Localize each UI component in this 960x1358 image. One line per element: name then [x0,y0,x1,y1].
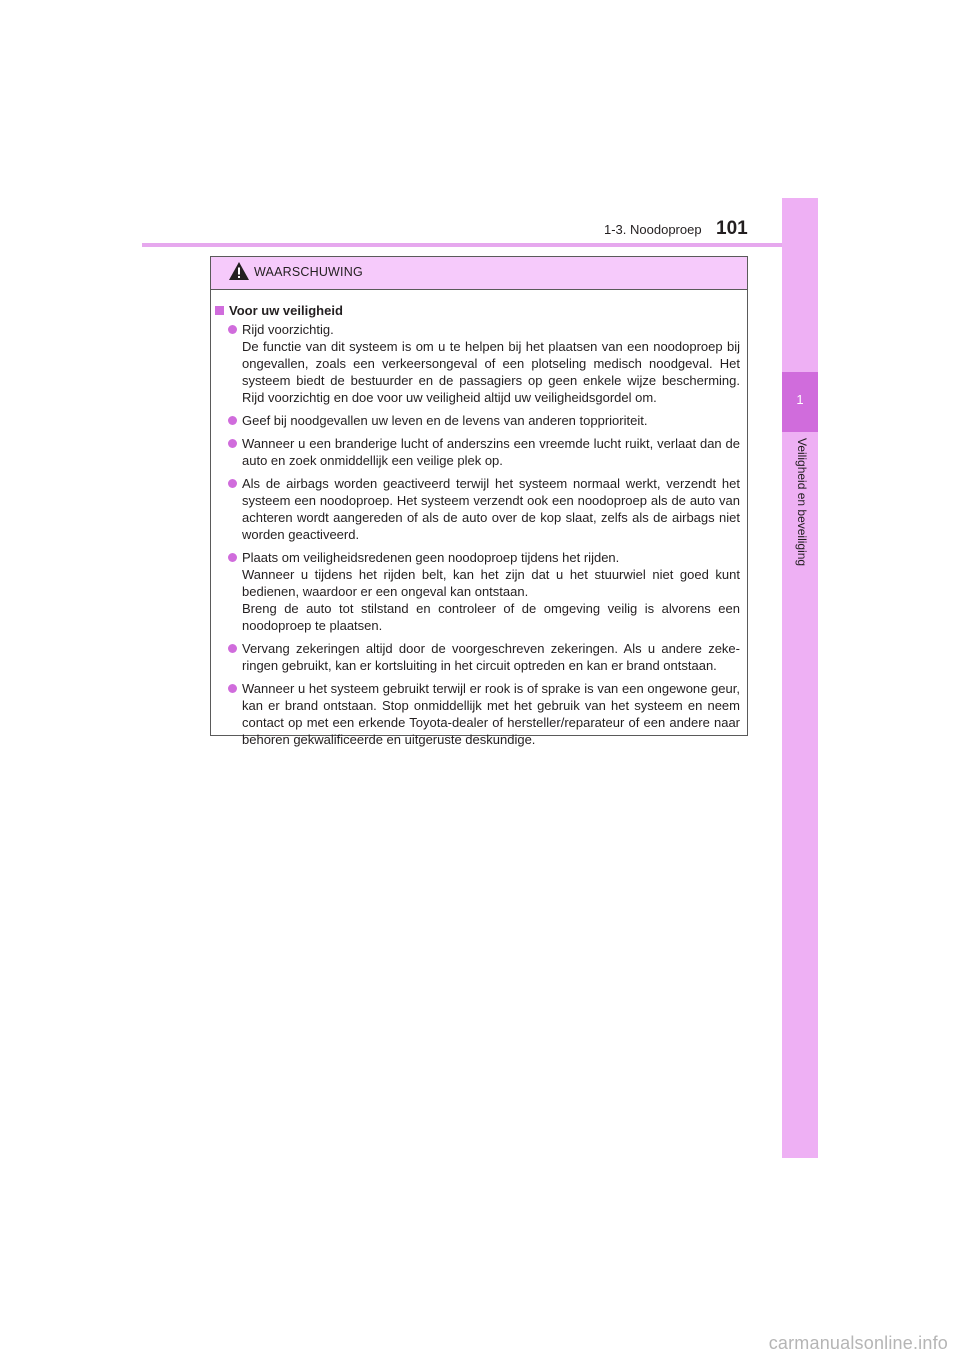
square-bullet-icon [215,306,224,315]
item-line: Wanneer u een branderige lucht of anderszins een vreemde lucht ruikt, verlaat dan de auto en zoek onmiddellijk een veilige plek op. [242,436,740,468]
chapter-label: Veiligheid en beveiliging [795,438,809,567]
bullet-dot-icon [228,684,237,693]
warning-item [211,321,741,406]
bullet-dot-icon [228,553,237,562]
item-line: Plaats om veiligheidsredenen geen noodoproep tijdens het rijden. [242,550,620,565]
bullet-dot-icon [228,416,237,425]
warning-subheading [211,302,741,319]
warning-item [211,680,741,748]
item-line: Geef bij noodgevallen uw leven en de levens van anderen topprioriteit. [242,413,648,428]
item-line: De functie van dit systeem is om u te helpen bij het plaatsen van een noodoproep bij ongevallen, zoals een verkeersongeval of een plotseling medisch noodgeval. Het systeem biedt de bestuurder en de passagiers op geen enkele wijze bescherming. Rijd voorzichtig en doe voor uw veiligheid altijd uw veiligheidsgordel om. [242,339,740,405]
item-line: Breng de auto tot stilstand en controleer of de omgeving veilig is alvorens een noodoproep te plaatsen. [242,601,740,633]
bullet-dot-icon [228,644,237,653]
watermark: carmanualsonline.info [768,1333,948,1353]
bullet-dot-icon [228,325,237,334]
warning-body [211,290,747,748]
warning-header [211,257,747,290]
item-line: Vervang zekeringen altijd door de voorgeschreven zekeringen. Als u andere zekeringen gebruikt, kan er kortsluiting in het circuit optreden en kan er brand ontstaan. [242,641,740,673]
warning-box [210,256,748,747]
subheading-text: Voor uw veiligheid [229,303,343,318]
warning-item [211,435,741,469]
warning-triangle-icon [228,261,250,281]
item-line: Als de airbags worden geactiveerd terwijl het systeem normaal werkt, verzendt het systeem een noodoproep. Het systeem verzendt ook een noodoproep als de auto van achteren wordt aangereden of als de auto over de kop slaat, zelfs als de airbags niet worden geactiveerd. [242,476,740,542]
chapter-side-tab [782,198,818,1158]
bullet-dot-icon [228,439,237,448]
warning-item [211,640,741,674]
warning-item [211,549,741,634]
warning-item [211,412,741,429]
item-line: Rijd voorzichtig. [242,322,334,337]
item-line: Wanneer u het systeem gebruikt terwijl er rook is of sprake is van een ongewone geur, kan er brand ontstaan. Stop onmiddellijk met het gebruik van het systeem en neem contact op met een erkende Toyota-dealer of hersteller/reparateur of een andere naar behoren gekwalificeerde en uitgeruste deskundige. [242,681,740,747]
chapter-number-block [782,372,818,432]
warning-item [211,475,741,543]
header-rule [142,243,818,247]
page-number: 101 [716,218,748,239]
section-title: 1-3. Noodoproep [604,222,702,237]
chapter-number: 1 [796,392,804,407]
bullet-dot-icon [228,479,237,488]
warning-title: WAARSCHUWING [254,265,363,279]
item-line: Wanneer u tijdens het rijden belt, kan het zijn dat u het stuurwiel niet goed kunt bedienen, waardoor er een ongeval kan ontstaan. [242,567,740,599]
